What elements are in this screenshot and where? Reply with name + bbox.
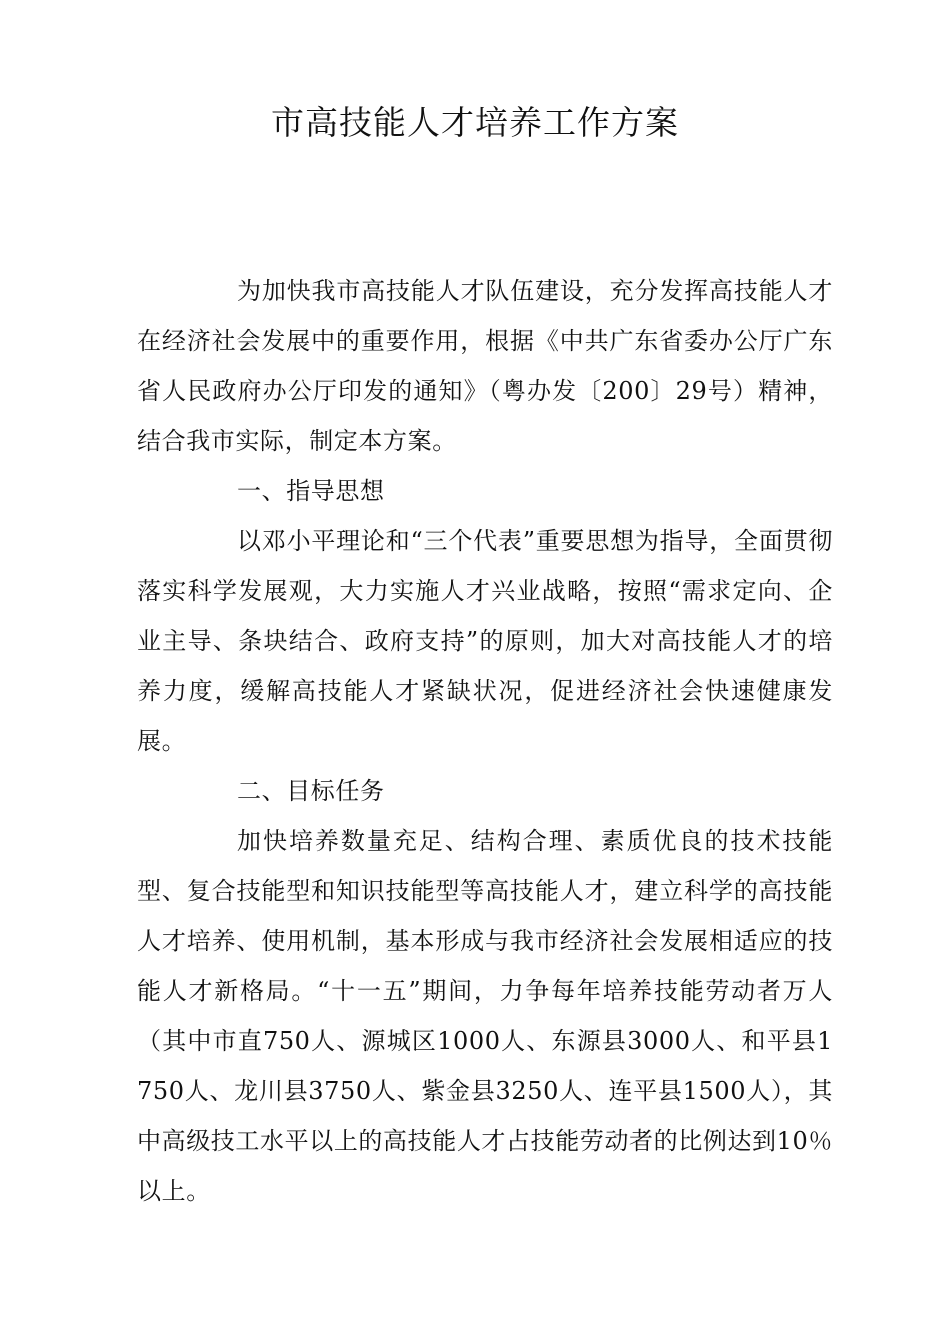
document-title: 市高技能人才培养工作方案 [271, 103, 679, 142]
goals-tasks-paragraph: 加快培养数量充足、结构合理、素质优良的技术技能型、复合技能型和知识技能型等高技能人才，建立科学的高技能人才培养、使用机制，基本形成与我市经济社会发展相适应的技能人才新格局。“十一五”期间，力争每年培养技能劳动者万人（其中市直750人、源城区1000人、东源县3000人、和平县1750人、龙川县3750人、紫金县3250人、连平县1500人），其中高级技工水平以上的高技能人才占技能劳动者的比例达到10％以上。 [137, 827, 833, 1205]
document-body [137, 266, 833, 1216]
section-heading-guiding-ideology: 一、指导思想 [237, 477, 385, 505]
section-heading-goals-tasks: 二、目标任务 [237, 777, 385, 805]
intro-paragraph: 为加快我市高技能人才队伍建设，充分发挥高技能人才在经济社会发展中的重要作用，根据《中共广东省委办公厅广东省人民政府办公厅印发的通知》（粤办发〔200〕29号）精神，结合我市实际，制定本方案。 [137, 277, 833, 455]
guiding-ideology-paragraph: 以邓小平理论和“三个代表”重要思想为指导，全面贯彻落实科学发展观，大力实施人才兴业战略，按照“需求定向、企业主导、条块结合、政府支持”的原则，加大对高技能人才的培养力度，缓解高技能人才紧缺状况，促进经济社会快速健康发展。 [137, 527, 833, 755]
